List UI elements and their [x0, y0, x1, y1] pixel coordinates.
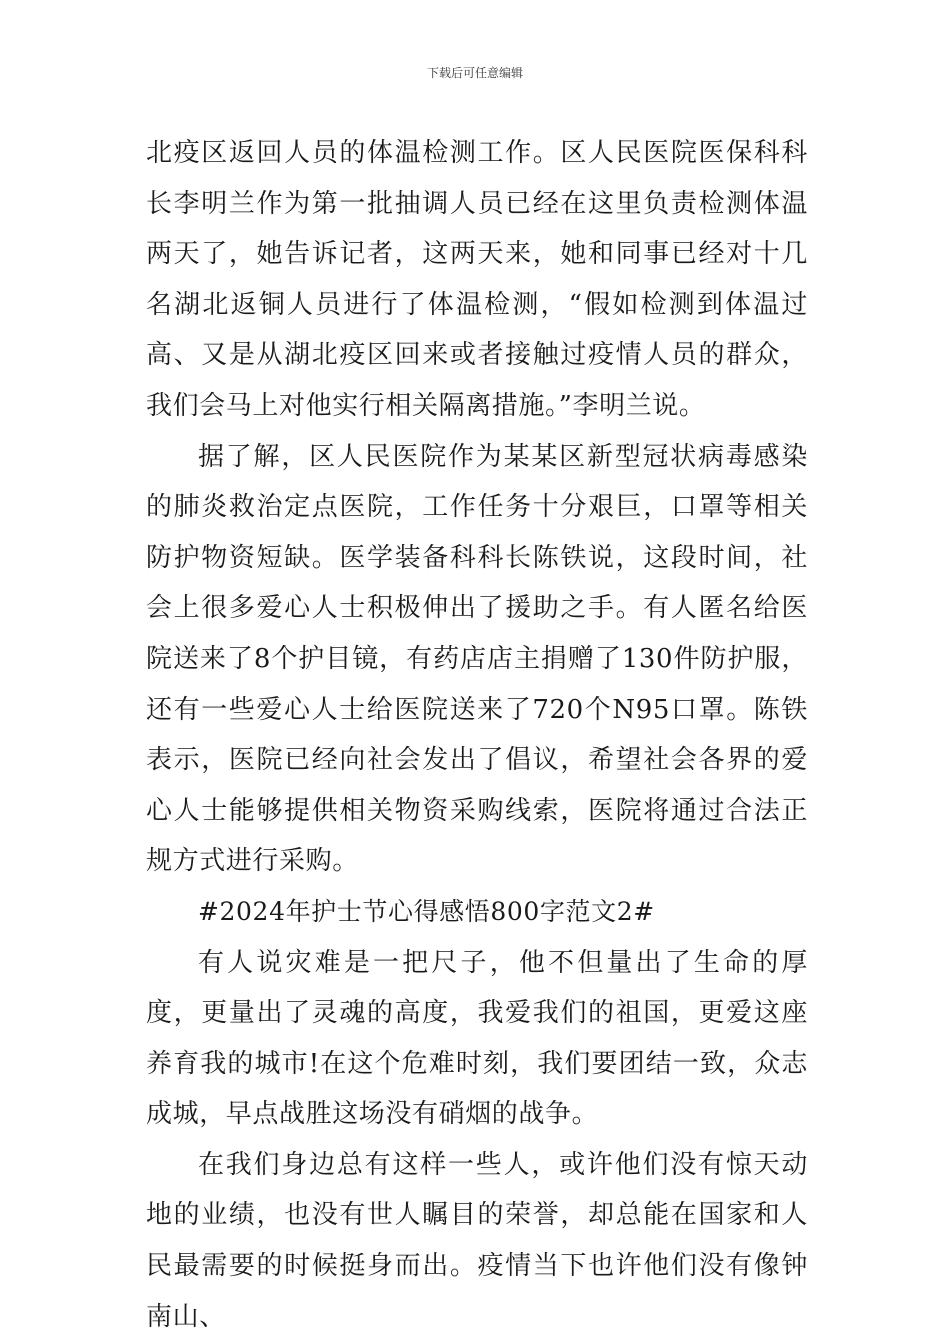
- page-header: 下载后可任意编辑: [426, 66, 523, 80]
- paragraph-hospital-supplies: 据了解，区人民医院作为某某区新型冠状病毒感染的肺炎救治定点医院，工作任务十分艰巨，口罩等相关防护物资短缺。医学装备科科长陈铁说，这段时间，社会上很多爱心人士积极伸出了援助之手。有人匿名给医院送来了8个护目镜，有药店店主捐赠了130件防护服，还有一些爱心人士给医院送来了720个N95口罩。陈铁表示，医院已经向社会发出了倡议，希望社会各界的爱心人士能够提供相关物资采购线索，医院将通过合法正规方式进行采购。: [146, 441, 808, 877]
- paragraph-everyday-heroes: 在我们身边总有这样一些人，或许他们没有惊天动地的业绩，也没有世人瞩目的荣誉，却总能在国家和人民最需要的时候挺身而出。疫情当下也许他们没有像钟南山、: [146, 1149, 808, 1332]
- paragraph-disaster-ruler: 有人说灾难是一把尺子，他不但量出了生命的厚度，更量出了灵魂的高度，我爱我们的祖国，更爱这座养育我的城市!在这个危难时刻，我们要团结一致，众志成城，早点战胜这场没有硝烟的战争。: [146, 947, 808, 1130]
- paragraph-continued: 北疫区返回人员的体温检测工作。区人民医院医保科科长李明兰作为第一批抽调人员已经在这里负责检测体温两天了，她告诉记者，这两天来，她和同事已经对十几名湖北返铜人员进行了体温检测，“假如检测到体温过高、又是从湖北疫区回来或者接触过疫情人员的群众，我们会马上对他实行相关隔离措施。”李明兰说。: [146, 138, 808, 421]
- section-heading: #2024年护士节心得感悟800字范文2#: [198, 896, 655, 926]
- document-body: [146, 128, 808, 1342]
